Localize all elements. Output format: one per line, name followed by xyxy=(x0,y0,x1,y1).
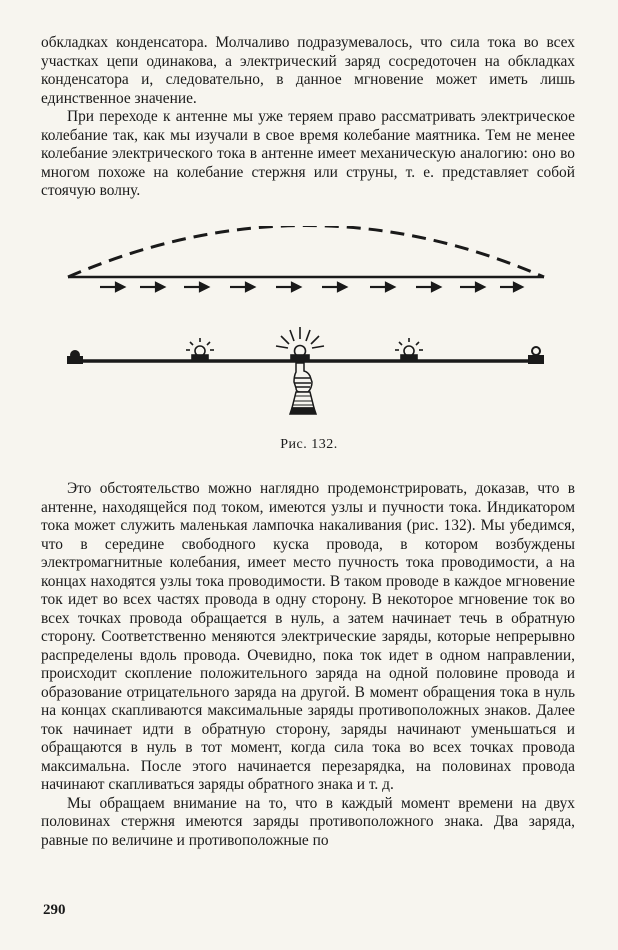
indicator-lamp-center xyxy=(276,327,324,361)
paragraph: Это обстоятельство можно наглядно продемонстрировать, доказав, что в антенне, находящейся под током, имеются узлы и пучности тока. Индикатором тока может служить маленькая лампочка накаливания (рис. 132). Мы убедимся, что в середине свободного куска провода, в котором возбуждены электромагнитные колебания, имеет место пучность тока проводимости, а на концах находятся узлы тока проводимости. В таком проводе в каждое мгновение ток идет во всех частях провода в одну сторону. В некоторое мгновение ток во всех точках провода обращается в нуль, а затем начинает течь в обратную сторону. Соответственно меняются электрические заряды, которые непрерывно распределены вдоль провода. Очевидно, пока ток идет в одном направлении, происходит скопление положительного заряда на одной половине провода и образование отрицательного заряда на другой. В момент обращения тока в нуль на концах скапливаются максимальные заряды противоположных знаков. Далее ток начинает идти в обратную сторону, заряды начинают уменьшаться и обращаются в нуль в тот момент, когда сила тока во всех точках провода максимальна. После этого начинается перезарядка, на половинах провода начинают скапливаться заряды обратного знака и т. д. xyxy=(41,480,575,793)
indicator-lamp-right xyxy=(395,338,423,361)
indicator-lamp-left xyxy=(186,338,214,361)
current-direction-arrows xyxy=(100,283,522,291)
hand-icon xyxy=(290,363,316,414)
page-number: 290 xyxy=(43,902,66,918)
figure-132 xyxy=(60,226,552,426)
figure-caption: Рис. 132. xyxy=(280,437,338,452)
paragraph: Мы обращаем внимание на то, что в каждый момент времени на двух половинах стержня имеются заряды противоположного знака. Два заряда, равные по величине и противоположные по xyxy=(41,794,575,849)
current-envelope-dashed-arc xyxy=(68,226,544,277)
text-block-bottom xyxy=(41,480,575,850)
text-block-top xyxy=(41,34,575,201)
paragraph: обкладках конденсатора. Молчаливо подразумевалось, что сила тока во всех участках цепи одинакова, а электрический заряд сосредоточен на обкладках конденсатора и, следовательно, в данное мгновение может иметь лишь единственное значение. xyxy=(41,34,575,107)
right-end-clip xyxy=(529,347,543,363)
paragraph: При переходе к антенне мы уже теряем право рассматривать электрическое колебание так, как мы изучали в свое время колебание маятника. Тем не менее колебание электрического тока в антенне имеет механическую аналогию: оно во многом похоже на колебание стержня или струны, т. е. представляет собой стоячую волну. xyxy=(41,108,575,199)
left-end-clip xyxy=(68,351,82,363)
